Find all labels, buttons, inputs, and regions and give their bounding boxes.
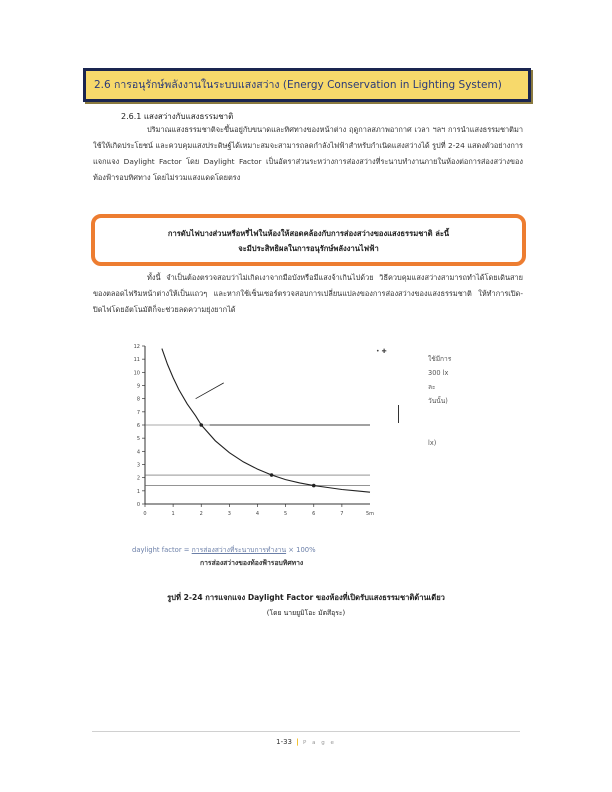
x-tick-label: 6 — [312, 511, 316, 517]
side-notes — [428, 352, 451, 450]
page-footer — [0, 738, 612, 746]
daylight-factor-formula — [132, 544, 316, 555]
x-tick-label: 4 — [255, 511, 260, 517]
subsection-title: 2.6.1 แสงสว่างกับแสงธรรมชาติ — [121, 112, 234, 121]
y-tick-label: 1 — [136, 488, 140, 495]
y-tick-label: 10 — [133, 370, 140, 377]
y-tick-label: 6 — [136, 423, 140, 429]
side-note-line: 300 lx — [428, 369, 449, 377]
callout-box — [91, 214, 526, 266]
x-tick-label: 5 — [284, 511, 288, 517]
formula-lhs: daylight factor = — [132, 546, 192, 554]
page-number: 1-33 — [276, 738, 293, 746]
x-tick-label: 3 — [227, 511, 231, 517]
section-header — [83, 68, 531, 102]
footer-divider — [92, 731, 520, 732]
daylight-factor-chart-svg — [110, 340, 380, 518]
x-tick-label: 0 — [143, 511, 147, 517]
x-tick-label: 2 — [199, 511, 203, 517]
y-tick-label: 2 — [136, 475, 140, 482]
daylight-factor-curve — [162, 349, 370, 493]
y-tick-label: 0 — [136, 502, 140, 508]
figure-caption: รูปที่ 2-24 การแจกแจง Daylight Factor ของห้องที่เปิดรับแสงธรรมชาติด้านเดียว — [167, 593, 445, 602]
y-tick-label: 11 — [133, 357, 140, 364]
figure-credit: (โดย นายยูมิโอะ มัตสึอุระ) — [266, 609, 346, 617]
x-tick-label: 7 — [340, 511, 344, 517]
formula-denominator: การส่องสว่างของท้องฟ้ารอบทิศทาง — [200, 559, 304, 567]
y-tick-label: 3 — [136, 462, 140, 469]
footer-separator: | — [296, 738, 299, 746]
annotation-arrow — [196, 383, 224, 399]
paragraph-daylight-intro: ปริมาณแสงธรรมชาติจะขึ้นอยู่กับขนาดและทิศทางของหน้าต่าง ฤดูกาลสภาพอากาศ เวลา ฯลฯ การนำแสงธรรมชาติมาใช้ให้เกิดประโยชน์ และควบคุมแสงประดิษฐ์ได้เหมาะสมจะสามารถลดกำลังไฟฟ้าสำหรับกำเนิดแสงสว่างได้ รูปที่ 2-24 แสดงตัวอย่างการแจกแจง Daylight Factor โดย Daylight Factor เป็นอัตราส่วนระหว่างการส่องสว่างที่ระนาบทำงานภายในห้องต่อการส่องสว่างของท้องฟ้ารอบทิศทาง โดยไม่รวมแสงแดดโดยตรง — [93, 125, 523, 182]
data-point — [199, 423, 203, 427]
paragraph-control-method: ทั้งนี้ จำเป็นต้องตรวจสอบว่าไม่เกิดเงาจากมือบังหรือมีแสงจ้าเกินไปด้วย วิธีควบคุมแสงสว่างสามารถทำได้โดยเดินสายของตลอดไฟริมหน้าต่างให้เป็นแถวๆ และหากใช้เซ็นเซอร์ตรวจสอบการเปลี่ยนแปลงของการส่องสว่างของแสงธรรมชาติ ให้ทำการเปิด-ปิดไฟโดยอัตโนมัติก็จะช่วยลดความยุ่งยากได้ — [93, 273, 523, 314]
data-point — [312, 484, 316, 488]
side-note-line: ใช้มีการ — [428, 355, 452, 363]
down-arrow — [398, 405, 399, 423]
formula-multiplier: × 100% — [286, 546, 316, 554]
side-note-line — [428, 408, 451, 422]
callout-line-2: จะมีประสิทธิผลในการอนุรักษ์พลังงานไฟฟ้า — [238, 244, 379, 253]
side-note-top: • ✚ — [376, 348, 387, 355]
side-note-line — [428, 422, 451, 436]
formula-numerator: การส่องสว่างที่ระนาบการทำงาน — [191, 546, 287, 554]
y-tick-label: 7 — [136, 409, 140, 416]
side-note-line: lx) — [428, 439, 437, 447]
callout-line-1: การดับไฟบางส่วนหรือหรี่ไฟในห้องให้สอดคล้องกับการส่องสว่างของแสงธรรมชาติ ล่ะนี้ — [167, 229, 450, 238]
side-note-line: ละ — [428, 383, 436, 391]
y-tick-label: 4 — [136, 449, 140, 456]
y-tick-label: 8 — [136, 396, 140, 403]
y-tick-label: 9 — [136, 383, 140, 390]
daylight-factor-chart — [110, 340, 380, 518]
section-title: 2.6 การอนุรักษ์พลังงานในระบบแสงสว่าง (Energy Conservation in Lighting System) — [94, 79, 502, 91]
x-axis-unit: 5m — [365, 511, 375, 517]
page-label: P a g e — [303, 740, 336, 746]
x-tick-label: 1 — [171, 511, 175, 517]
data-point — [270, 473, 274, 477]
side-note-line: วันนั้น) — [428, 397, 448, 405]
y-tick-label: 5 — [136, 436, 140, 443]
y-tick-label: 12 — [133, 344, 140, 350]
